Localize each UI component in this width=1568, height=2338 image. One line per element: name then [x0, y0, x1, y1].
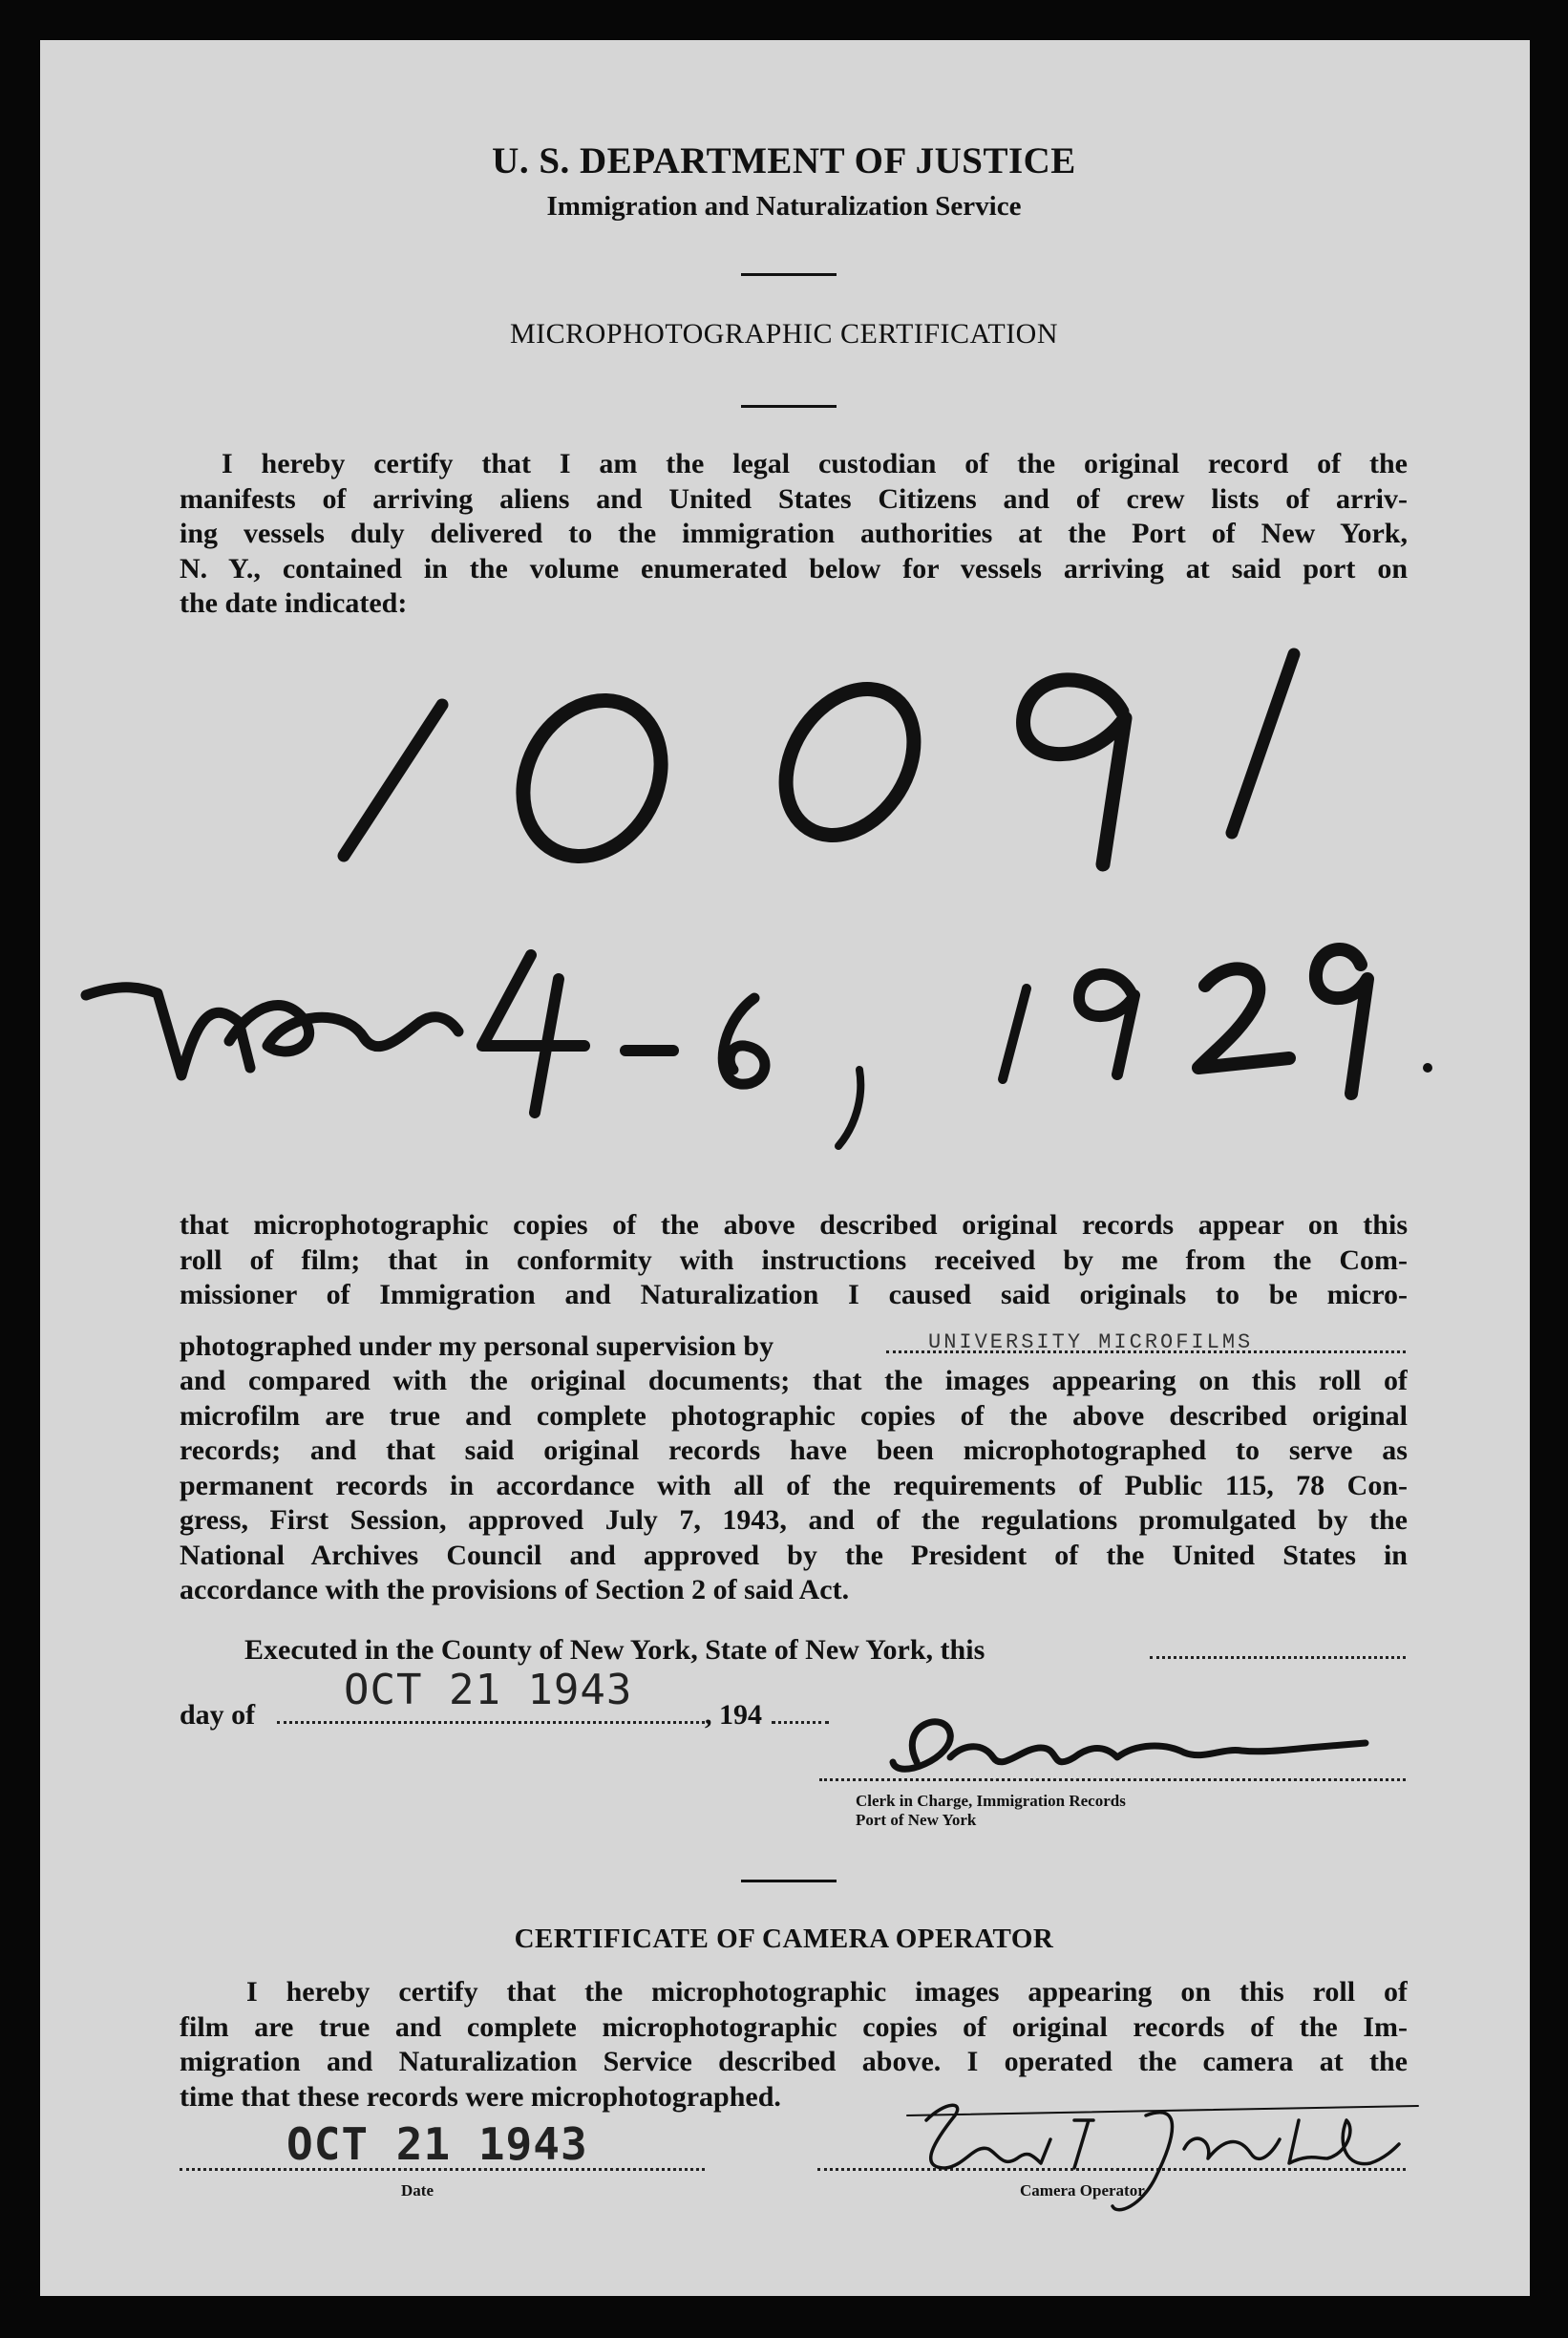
handwritten-digit [1024, 680, 1125, 864]
text-line: that microphotographic copies of the above described original records appear on this [180, 1209, 1408, 1241]
fill-in-line [277, 1721, 705, 1724]
handwritten-char [838, 1070, 860, 1146]
text-line: microfilm are true and complete photographic copies of the above described original [180, 1399, 1408, 1432]
text-line: I hereby certify that the microphotographic images appearing on this roll of [246, 1976, 1408, 2008]
text-line: I hereby certify that I am the legal custodian of the original record of the [222, 448, 1408, 479]
fill-in-line [1150, 1656, 1406, 1659]
certification-paragraph-3 [180, 1364, 1408, 1608]
service-subtitle: Immigration and Naturalization Service [546, 191, 1022, 222]
handwritten-entry [0, 611, 1568, 1156]
day-of-label: day of [180, 1699, 256, 1731]
handwritten-char [482, 955, 584, 1113]
supervision-prefix: photographed under my personal supervision by [180, 1330, 774, 1362]
text-line: migration and Naturalization Service described above. I operated the camera at the [180, 2046, 1408, 2077]
text-line: N. Y., contained in the volume enumerated below for vessels arriving at said port on [180, 552, 1408, 584]
year-suffix: , 194 [705, 1699, 762, 1731]
document-page [40, 40, 1530, 2296]
handwritten-word [86, 988, 458, 1075]
clerk-title-line: Port of New York [856, 1811, 977, 1829]
clerk-title [856, 1792, 1126, 1830]
handwritten-digit [1316, 949, 1367, 1094]
date-line [180, 2168, 705, 2171]
text-line: gress, First Session, approved July 7, 1943, and of the regulations promulgated by the [180, 1504, 1408, 1536]
text-line: accordance with the provisions of Section 2 of said Act. [180, 1574, 850, 1605]
fill-in-line [772, 1721, 829, 1724]
text-line: National Archives Council and approved by the President of the United States in [180, 1539, 1408, 1571]
certification-paragraph-1 [180, 447, 1408, 622]
certification-paragraph-2 [180, 1208, 1408, 1313]
date-label: Date [401, 2181, 434, 2200]
text-line: roll of film; that in conformity with instructions received by me from the Com- [180, 1243, 1408, 1276]
text-line: missioner of Immigration and Naturalization I caused said originals to be micro- [180, 1279, 1408, 1310]
camera-operator-label: Camera Operator [1020, 2181, 1145, 2200]
handwritten-char [1423, 1063, 1432, 1073]
divider [741, 273, 837, 276]
handwritten-digit [344, 705, 442, 856]
text-line: and compared with the original documents; that the images appearing on this roll of [180, 1365, 1408, 1396]
text-line: the date indicated: [180, 587, 408, 619]
handwritten-digit [1003, 988, 1027, 1079]
supervisor-name: UNIVERSITY MICROFILMS [928, 1330, 1254, 1354]
date-stamp: OCT 21 1943 [286, 2118, 588, 2170]
text-line: manifests of arriving aliens and United States Citizens and of crew lists of arriv- [180, 482, 1408, 515]
text-line: records; and that said original records have been microphotographed to serve as [180, 1435, 1408, 1466]
handwritten-digit [760, 666, 941, 860]
handwritten-digit [1079, 974, 1134, 1074]
text-line: film are true and complete microphotographic copies of original records of the Im- [180, 2010, 1408, 2043]
handwritten-digit [1232, 654, 1294, 833]
handwritten-char [723, 998, 765, 1084]
divider [741, 405, 837, 408]
text-line: ing vessels duly delivered to the immigration authorities at the Port of New York, [180, 518, 1408, 549]
camera-operator-signature [898, 2063, 1432, 2235]
handwritten-digit [1198, 968, 1289, 1068]
certification-heading: MICROPHOTOGRAPHIC CERTIFICATION [509, 318, 1059, 350]
date-stamp: OCT 21 1943 [344, 1666, 633, 1714]
text-line: time that these records were microphotographed. [180, 2080, 781, 2113]
clerk-title-line: Clerk in Charge, Immigration Records [856, 1792, 1126, 1810]
executed-line: Executed in the County of New York, State of New York, this [244, 1634, 985, 1666]
handwritten-digit [497, 676, 688, 881]
divider [741, 1880, 837, 1882]
clerk-signature [859, 1705, 1394, 1791]
department-title: U. S. DEPARTMENT OF JUSTICE [492, 140, 1076, 181]
text-line: permanent records in accordance with all of the requirements of Public 115, 78 Con- [180, 1469, 1408, 1501]
camera-certificate-heading: CERTIFICATE OF CAMERA OPERATOR [514, 1924, 1054, 1954]
